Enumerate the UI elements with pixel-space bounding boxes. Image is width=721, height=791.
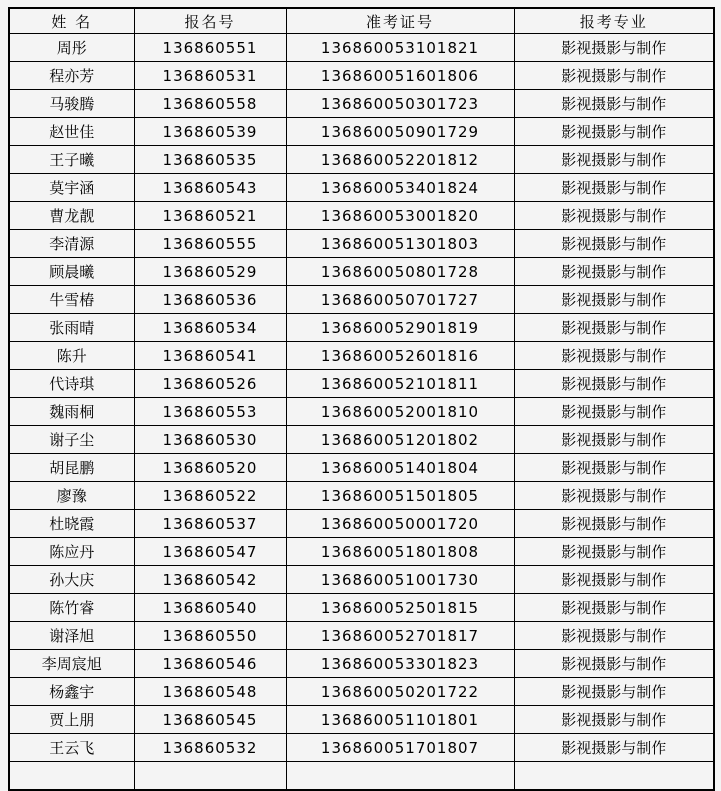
table-row	[9, 258, 714, 286]
admission-ticket-number-cell: 136860050801728	[286, 258, 514, 286]
registration-number-cell: 136860551	[134, 34, 286, 62]
registration-number-cell: 136860545	[134, 706, 286, 734]
name-cell: 牛雪椿	[9, 286, 134, 314]
admission-ticket-number-cell: 136860051401804	[286, 454, 514, 482]
registration-number-cell: 136860546	[134, 650, 286, 678]
registration-number-cell: 136860542	[134, 566, 286, 594]
admission-ticket-number-cell: 136860050701727	[286, 286, 514, 314]
name-cell: 陈应丹	[9, 538, 134, 566]
major-cell: 影视摄影与制作	[514, 62, 714, 90]
major-cell: 影视摄影与制作	[514, 482, 714, 510]
major-cell: 影视摄影与制作	[514, 370, 714, 398]
registration-number-cell: 136860536	[134, 286, 286, 314]
table-row	[9, 90, 714, 118]
registration-number-cell: 136860558	[134, 90, 286, 118]
table-row	[9, 734, 714, 762]
registration-number-cell: 136860543	[134, 174, 286, 202]
name-cell: 杨鑫宇	[9, 678, 134, 706]
table-row	[9, 510, 714, 538]
admission-ticket-number-cell: 136860051601806	[286, 62, 514, 90]
name-cell: 周彤	[9, 34, 134, 62]
major-cell: 影视摄影与制作	[514, 622, 714, 650]
header-major: 报考专业	[514, 8, 714, 34]
registration-number-cell: 136860529	[134, 258, 286, 286]
major-cell: 影视摄影与制作	[514, 398, 714, 426]
major-cell: 影视摄影与制作	[514, 146, 714, 174]
major-cell: 影视摄影与制作	[514, 734, 714, 762]
header-row	[9, 8, 714, 34]
registration-number-cell: 136860550	[134, 622, 286, 650]
exam-registration-table	[8, 7, 715, 791]
registration-number-cell: 136860548	[134, 678, 286, 706]
name-cell: 李周宸旭	[9, 650, 134, 678]
partial-row	[9, 762, 714, 791]
admission-ticket-number-cell: 136860050201722	[286, 678, 514, 706]
name-cell: 陈竹睿	[9, 594, 134, 622]
table-row	[9, 34, 714, 62]
registration-number-cell: 136860532	[134, 734, 286, 762]
header-name: 姓 名	[9, 8, 134, 34]
registration-number-cell: 136860535	[134, 146, 286, 174]
table-row	[9, 594, 714, 622]
major-cell: 影视摄影与制作	[514, 454, 714, 482]
admission-ticket-number-cell: 136860051101801	[286, 706, 514, 734]
empty-cell	[134, 762, 286, 791]
major-cell: 影视摄影与制作	[514, 678, 714, 706]
registration-number-cell: 136860553	[134, 398, 286, 426]
table-row	[9, 538, 714, 566]
admission-ticket-number-cell: 136860053001820	[286, 202, 514, 230]
major-cell: 影视摄影与制作	[514, 258, 714, 286]
name-cell: 曹龙靓	[9, 202, 134, 230]
table-row	[9, 202, 714, 230]
table-row	[9, 314, 714, 342]
table-row	[9, 678, 714, 706]
major-cell: 影视摄影与制作	[514, 90, 714, 118]
name-cell: 顾晨曦	[9, 258, 134, 286]
admission-ticket-number-cell: 136860052601816	[286, 342, 514, 370]
admission-ticket-number-cell: 136860050001720	[286, 510, 514, 538]
admission-ticket-number-cell: 136860051801808	[286, 538, 514, 566]
header-registration-number: 报名号	[134, 8, 286, 34]
registration-number-cell: 136860541	[134, 342, 286, 370]
name-cell: 代诗琪	[9, 370, 134, 398]
empty-cell	[286, 762, 514, 791]
admission-ticket-number-cell: 136860050301723	[286, 90, 514, 118]
name-cell: 孙大庆	[9, 566, 134, 594]
admission-ticket-number-cell: 136860051701807	[286, 734, 514, 762]
name-cell: 莫宇涵	[9, 174, 134, 202]
registration-number-cell: 136860537	[134, 510, 286, 538]
admission-ticket-number-cell: 136860053101821	[286, 34, 514, 62]
major-cell: 影视摄影与制作	[514, 510, 714, 538]
registration-number-cell: 136860526	[134, 370, 286, 398]
major-cell: 影视摄影与制作	[514, 286, 714, 314]
major-cell: 影视摄影与制作	[514, 118, 714, 146]
major-cell: 影视摄影与制作	[514, 650, 714, 678]
admission-ticket-number-cell: 136860051501805	[286, 482, 514, 510]
table-row	[9, 454, 714, 482]
name-cell: 杜晓霞	[9, 510, 134, 538]
table-row	[9, 398, 714, 426]
major-cell: 影视摄影与制作	[514, 342, 714, 370]
major-cell: 影视摄影与制作	[514, 538, 714, 566]
table-row	[9, 370, 714, 398]
registration-number-cell: 136860521	[134, 202, 286, 230]
major-cell: 影视摄影与制作	[514, 594, 714, 622]
table-row	[9, 650, 714, 678]
table-row	[9, 118, 714, 146]
name-cell: 廖豫	[9, 482, 134, 510]
admission-ticket-number-cell: 136860052501815	[286, 594, 514, 622]
table-row	[9, 230, 714, 258]
table-row	[9, 286, 714, 314]
name-cell: 马骏腾	[9, 90, 134, 118]
admission-ticket-number-cell: 136860053401824	[286, 174, 514, 202]
major-cell: 影视摄影与制作	[514, 314, 714, 342]
admission-ticket-number-cell: 136860051201802	[286, 426, 514, 454]
admission-ticket-number-cell: 136860052101811	[286, 370, 514, 398]
registration-number-cell: 136860540	[134, 594, 286, 622]
name-cell: 程亦芳	[9, 62, 134, 90]
registration-number-cell: 136860522	[134, 482, 286, 510]
admission-ticket-number-cell: 136860053301823	[286, 650, 514, 678]
name-cell: 李清源	[9, 230, 134, 258]
name-cell: 王子曦	[9, 146, 134, 174]
name-cell: 谢子尘	[9, 426, 134, 454]
table-row	[9, 174, 714, 202]
table-row	[9, 482, 714, 510]
major-cell: 影视摄影与制作	[514, 426, 714, 454]
registration-number-cell: 136860534	[134, 314, 286, 342]
admission-ticket-number-cell: 136860052901819	[286, 314, 514, 342]
table-row	[9, 62, 714, 90]
name-cell: 谢泽旭	[9, 622, 134, 650]
name-cell: 胡昆鹏	[9, 454, 134, 482]
registration-number-cell: 136860547	[134, 538, 286, 566]
admission-ticket-number-cell: 136860051001730	[286, 566, 514, 594]
admission-ticket-number-cell: 136860050901729	[286, 118, 514, 146]
name-cell: 陈升	[9, 342, 134, 370]
major-cell: 影视摄影与制作	[514, 174, 714, 202]
empty-cell	[9, 762, 134, 791]
table-row	[9, 342, 714, 370]
admission-ticket-number-cell: 136860052701817	[286, 622, 514, 650]
table-row	[9, 426, 714, 454]
table-row	[9, 146, 714, 174]
table-row	[9, 566, 714, 594]
name-cell: 贾上朋	[9, 706, 134, 734]
table-row	[9, 622, 714, 650]
major-cell: 影视摄影与制作	[514, 230, 714, 258]
registration-number-cell: 136860530	[134, 426, 286, 454]
registration-number-cell: 136860555	[134, 230, 286, 258]
name-cell: 王云飞	[9, 734, 134, 762]
major-cell: 影视摄影与制作	[514, 34, 714, 62]
admission-ticket-number-cell: 136860052201812	[286, 146, 514, 174]
empty-cell	[514, 762, 714, 791]
admission-ticket-number-cell: 136860051301803	[286, 230, 514, 258]
major-cell: 影视摄影与制作	[514, 202, 714, 230]
name-cell: 魏雨桐	[9, 398, 134, 426]
name-cell: 赵世佳	[9, 118, 134, 146]
admission-ticket-number-cell: 136860052001810	[286, 398, 514, 426]
registration-number-cell: 136860531	[134, 62, 286, 90]
table-row	[9, 706, 714, 734]
header-admission-ticket-number: 准考证号	[286, 8, 514, 34]
registration-number-cell: 136860539	[134, 118, 286, 146]
registration-number-cell: 136860520	[134, 454, 286, 482]
major-cell: 影视摄影与制作	[514, 706, 714, 734]
major-cell: 影视摄影与制作	[514, 566, 714, 594]
name-cell: 张雨晴	[9, 314, 134, 342]
